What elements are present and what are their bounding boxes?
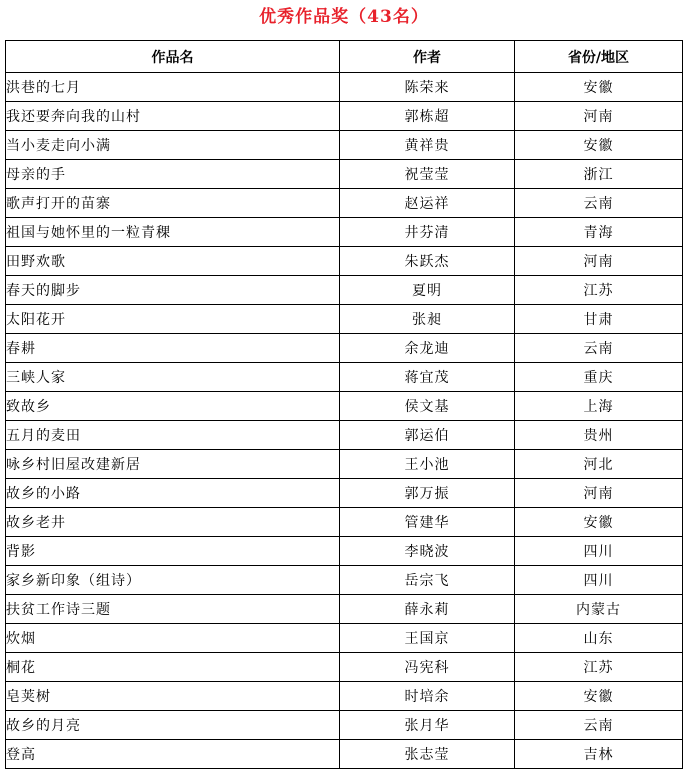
table-row bbox=[6, 682, 683, 711]
cell-province: 内蒙古 bbox=[515, 595, 683, 624]
cell-province: 浙江 bbox=[515, 160, 683, 189]
table-row bbox=[6, 595, 683, 624]
cell-author: 朱跃杰 bbox=[340, 247, 515, 276]
table-row bbox=[6, 334, 683, 363]
cell-work-title: 皂荚树 bbox=[6, 682, 340, 711]
table-row bbox=[6, 305, 683, 334]
cell-province: 江苏 bbox=[515, 276, 683, 305]
cell-work-title: 歌声打开的苗寨 bbox=[6, 189, 340, 218]
cell-author: 冯宪科 bbox=[340, 653, 515, 682]
table-row bbox=[6, 421, 683, 450]
table-row bbox=[6, 131, 683, 160]
cell-province: 河南 bbox=[515, 247, 683, 276]
cell-author: 时培余 bbox=[340, 682, 515, 711]
cell-author: 郭万振 bbox=[340, 479, 515, 508]
cell-author: 陈荣来 bbox=[340, 73, 515, 102]
cell-author: 岳宗飞 bbox=[340, 566, 515, 595]
table-row bbox=[6, 740, 683, 769]
cell-province: 安徽 bbox=[515, 131, 683, 160]
cell-work-title: 背影 bbox=[6, 537, 340, 566]
table-row bbox=[6, 653, 683, 682]
cell-work-title: 三峡人家 bbox=[6, 363, 340, 392]
table-row bbox=[6, 218, 683, 247]
cell-province: 安徽 bbox=[515, 682, 683, 711]
cell-work-title: 故乡的月亮 bbox=[6, 711, 340, 740]
cell-work-title: 桐花 bbox=[6, 653, 340, 682]
cell-author: 井芬清 bbox=[340, 218, 515, 247]
cell-province: 山东 bbox=[515, 624, 683, 653]
cell-author: 薛永莉 bbox=[340, 595, 515, 624]
table-header-row bbox=[6, 41, 683, 73]
table-row bbox=[6, 479, 683, 508]
cell-work-title: 家乡新印象（组诗） bbox=[6, 566, 340, 595]
table-row bbox=[6, 247, 683, 276]
column-header-province: 省份/地区 bbox=[515, 41, 683, 73]
cell-province: 云南 bbox=[515, 189, 683, 218]
cell-province: 青海 bbox=[515, 218, 683, 247]
cell-author: 侯文基 bbox=[340, 392, 515, 421]
cell-province: 安徽 bbox=[515, 508, 683, 537]
cell-author: 李晓波 bbox=[340, 537, 515, 566]
cell-author: 夏明 bbox=[340, 276, 515, 305]
cell-province: 甘肃 bbox=[515, 305, 683, 334]
table-row bbox=[6, 566, 683, 595]
cell-province: 贵州 bbox=[515, 421, 683, 450]
cell-province: 四川 bbox=[515, 537, 683, 566]
awards-table bbox=[5, 40, 683, 769]
cell-work-title: 春天的脚步 bbox=[6, 276, 340, 305]
cell-author: 张昶 bbox=[340, 305, 515, 334]
table-row bbox=[6, 624, 683, 653]
page-title: 优秀作品奖（43名） bbox=[259, 7, 429, 27]
cell-work-title: 五月的麦田 bbox=[6, 421, 340, 450]
table-row bbox=[6, 508, 683, 537]
cell-province: 云南 bbox=[515, 711, 683, 740]
cell-work-title: 太阳花开 bbox=[6, 305, 340, 334]
cell-work-title: 春耕 bbox=[6, 334, 340, 363]
cell-work-title: 母亲的手 bbox=[6, 160, 340, 189]
cell-work-title: 故乡老井 bbox=[6, 508, 340, 537]
cell-work-title: 登高 bbox=[6, 740, 340, 769]
cell-author: 郭运伯 bbox=[340, 421, 515, 450]
cell-work-title: 我还要奔向我的山村 bbox=[6, 102, 340, 131]
cell-author: 祝莹莹 bbox=[340, 160, 515, 189]
cell-province: 重庆 bbox=[515, 363, 683, 392]
cell-work-title: 扶贫工作诗三题 bbox=[6, 595, 340, 624]
cell-author: 郭栋超 bbox=[340, 102, 515, 131]
cell-author: 王小池 bbox=[340, 450, 515, 479]
table-row bbox=[6, 276, 683, 305]
cell-province: 江苏 bbox=[515, 653, 683, 682]
cell-province: 河北 bbox=[515, 450, 683, 479]
cell-author: 蒋宜茂 bbox=[340, 363, 515, 392]
cell-province: 河南 bbox=[515, 479, 683, 508]
cell-work-title: 祖国与她怀里的一粒青稞 bbox=[6, 218, 340, 247]
column-header-author: 作者 bbox=[340, 41, 515, 73]
table-row bbox=[6, 711, 683, 740]
cell-author: 黄祥贵 bbox=[340, 131, 515, 160]
cell-work-title: 炊烟 bbox=[6, 624, 340, 653]
table-row bbox=[6, 102, 683, 131]
table-row bbox=[6, 73, 683, 102]
cell-author: 赵运祥 bbox=[340, 189, 515, 218]
cell-work-title: 当小麦走向小满 bbox=[6, 131, 340, 160]
cell-province: 河南 bbox=[515, 102, 683, 131]
cell-province: 云南 bbox=[515, 334, 683, 363]
cell-work-title: 田野欢歌 bbox=[6, 247, 340, 276]
cell-work-title: 洪巷的七月 bbox=[6, 73, 340, 102]
cell-province: 上海 bbox=[515, 392, 683, 421]
cell-author: 余龙迪 bbox=[340, 334, 515, 363]
table-body bbox=[6, 73, 683, 769]
table-row bbox=[6, 363, 683, 392]
cell-province: 吉林 bbox=[515, 740, 683, 769]
cell-province: 四川 bbox=[515, 566, 683, 595]
table-row bbox=[6, 189, 683, 218]
cell-author: 张志莹 bbox=[340, 740, 515, 769]
cell-work-title: 致故乡 bbox=[6, 392, 340, 421]
cell-author: 张月华 bbox=[340, 711, 515, 740]
table-row bbox=[6, 392, 683, 421]
cell-author: 王国京 bbox=[340, 624, 515, 653]
table-row bbox=[6, 537, 683, 566]
cell-work-title: 故乡的小路 bbox=[6, 479, 340, 508]
cell-province: 安徽 bbox=[515, 73, 683, 102]
cell-author: 管建华 bbox=[340, 508, 515, 537]
table-row bbox=[6, 450, 683, 479]
table-row bbox=[6, 160, 683, 189]
cell-work-title: 咏乡村旧屋改建新居 bbox=[6, 450, 340, 479]
column-header-title: 作品名 bbox=[6, 41, 340, 73]
